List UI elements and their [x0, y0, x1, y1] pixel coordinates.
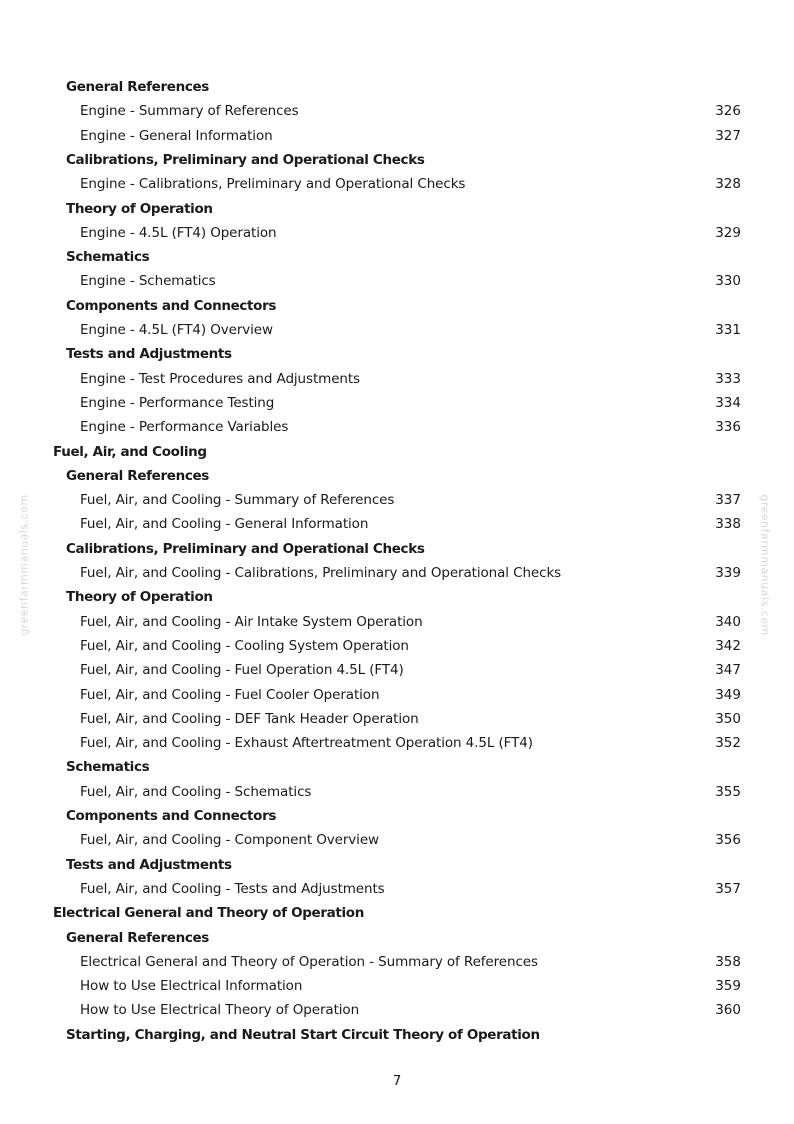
toc-entry-title: Engine - Schematics	[80, 273, 216, 290]
toc-entry-title: Electrical General and Theory of Operation - Summary of References	[80, 953, 538, 970]
toc-entry[interactable]	[0, 684, 794, 706]
toc-entry-title: Calibrations, Preliminary and Operational Checks	[66, 540, 425, 557]
toc-entry-page: 334	[715, 394, 741, 411]
toc-entry-title: Engine - Summary of References	[80, 103, 299, 120]
toc-entry[interactable]	[0, 392, 794, 414]
toc-heading	[0, 805, 794, 827]
toc-entry-page: 360	[715, 1002, 741, 1019]
toc-entry-title: Fuel, Air, and Cooling - Fuel Operation 4.5L (FT4)	[80, 662, 404, 679]
toc-entry-title: Theory of Operation	[66, 589, 213, 606]
toc-entry-page: 336	[715, 419, 741, 436]
toc-heading	[0, 441, 794, 463]
toc-entry-title: Fuel, Air, and Cooling - Air Intake System Operation	[80, 613, 423, 630]
toc-entry[interactable]	[0, 125, 794, 147]
toc-heading	[0, 927, 794, 949]
toc-entry[interactable]	[0, 562, 794, 584]
toc-entry-title: Engine - General Information	[80, 127, 273, 144]
toc-entry-page: 326	[715, 103, 741, 120]
toc-entry-title: Schematics	[66, 759, 150, 776]
watermark-left: greenfarmmanuals.com	[17, 494, 31, 636]
toc-heading	[0, 295, 794, 317]
toc-entry[interactable]	[0, 829, 794, 851]
toc-entry-page: 327	[715, 127, 741, 144]
toc-entry-title: Fuel, Air, and Cooling - Component Overview	[80, 832, 379, 849]
toc-entry[interactable]	[0, 368, 794, 390]
toc-entry-title: Calibrations, Preliminary and Operational Checks	[66, 151, 425, 168]
page-number: 7	[392, 1073, 402, 1089]
toc-entry[interactable]	[0, 270, 794, 292]
toc-entry-title: Fuel, Air, and Cooling - Fuel Cooler Operation	[80, 686, 380, 703]
toc-entry-title: General References	[66, 79, 209, 95]
toc-entry[interactable]	[0, 100, 794, 122]
toc-entry[interactable]	[0, 708, 794, 730]
toc-entry-page: 352	[715, 735, 741, 752]
toc-entry-title: Engine - 4.5L (FT4) Operation	[80, 224, 277, 241]
toc-entry-title: Components and Connectors	[66, 808, 277, 824]
toc-entry-page: 357	[715, 880, 741, 897]
toc-entry-title: Electrical General and Theory of Operation	[53, 905, 364, 922]
toc-entry-title: Fuel, Air, and Cooling - Cooling System Operation	[80, 637, 409, 654]
toc-heading	[0, 465, 794, 487]
toc-entry-page: 347	[715, 662, 741, 679]
toc-entry-title: How to Use Electrical Theory of Operation	[80, 1002, 360, 1019]
toc-entry-page: 330	[715, 273, 741, 290]
toc-entry-page: 333	[715, 370, 741, 387]
toc-entry-page: 349	[715, 686, 741, 703]
toc-heading	[0, 76, 794, 98]
toc-entry-title: Fuel, Air, and Cooling - Summary of References	[80, 492, 395, 509]
toc-entry-page: 342	[715, 637, 741, 654]
toc-entry-page: 359	[715, 978, 741, 995]
toc-entry[interactable]	[0, 975, 794, 997]
toc-heading	[0, 902, 794, 924]
toc-entry[interactable]	[0, 781, 794, 803]
toc-entry-title: Engine - Performance Testing	[80, 394, 275, 411]
toc-entry[interactable]	[0, 319, 794, 341]
toc-entry[interactable]	[0, 732, 794, 754]
toc-entry-page: 350	[715, 710, 741, 727]
toc-entry-page: 340	[715, 613, 741, 630]
toc-entry-title: Fuel, Air, and Cooling - Schematics	[80, 783, 312, 800]
toc-heading	[0, 246, 794, 268]
toc-heading	[0, 538, 794, 560]
toc-heading	[0, 756, 794, 778]
toc-entry-title: Theory of Operation	[66, 200, 213, 217]
toc-entry-title: Starting, Charging, and Neutral Start Circuit Theory of Operation	[66, 1026, 540, 1043]
toc-entry-title: Components and Connectors	[66, 297, 277, 314]
toc-entry[interactable]	[0, 635, 794, 657]
toc-entry-title: Fuel, Air, and Cooling - Calibrations, Preliminary and Operational Checks	[80, 565, 562, 581]
toc-entry-page: 358	[715, 953, 741, 970]
toc-entry-title: Engine - Performance Variables	[80, 419, 289, 436]
toc-entry-page: 338	[715, 516, 741, 533]
toc-entry-title: Fuel, Air, and Cooling - Tests and Adjustments	[80, 880, 385, 897]
toc-entry-title: Tests and Adjustments	[66, 856, 232, 873]
toc-entry[interactable]	[0, 878, 794, 900]
toc-entry-page: 339	[715, 565, 741, 581]
toc-entry-title: How to Use Electrical Information	[80, 978, 303, 995]
toc-entry-page: 356	[715, 832, 741, 849]
watermark-right: greenfarmmanuals.com	[758, 494, 772, 636]
toc-entry-title: Engine - 4.5L (FT4) Overview	[80, 322, 273, 338]
toc-heading	[0, 854, 794, 876]
toc-heading	[0, 343, 794, 365]
toc-entry-title: General References	[66, 467, 209, 484]
toc-entry[interactable]	[0, 999, 794, 1021]
toc-entry-title: Tests and Adjustments	[66, 346, 232, 363]
toc-entry[interactable]	[0, 173, 794, 195]
toc-entry-title: Engine - Calibrations, Preliminary and Operational Checks	[80, 176, 466, 193]
toc-entry-title: Engine - Test Procedures and Adjustments	[80, 370, 360, 387]
toc-entry-page: 337	[715, 492, 741, 509]
toc-entry-title: Fuel, Air, and Cooling - Exhaust Aftertreatment Operation 4.5L (FT4)	[80, 735, 533, 752]
toc-entry-page: 329	[715, 224, 741, 241]
toc-entry-title: Fuel, Air, and Cooling	[53, 443, 207, 460]
toc-heading	[0, 198, 794, 220]
toc-heading	[0, 149, 794, 171]
toc-entry-page: 355	[715, 783, 741, 800]
toc-entry-page: 328	[715, 176, 741, 193]
toc-entry-title: Schematics	[66, 249, 150, 266]
toc-entry[interactable]	[0, 416, 794, 438]
toc-entry-page: 331	[715, 322, 741, 338]
toc-heading	[0, 1024, 794, 1046]
toc-entry[interactable]	[0, 222, 794, 244]
toc-entry-title: General References	[66, 929, 209, 946]
toc-entry[interactable]	[0, 513, 794, 535]
toc-entry[interactable]	[0, 489, 794, 511]
toc-entry[interactable]	[0, 659, 794, 681]
toc-heading	[0, 586, 794, 608]
toc-entry-title: Fuel, Air, and Cooling - General Information	[80, 516, 369, 533]
toc-entry-title: Fuel, Air, and Cooling - DEF Tank Header Operation	[80, 710, 419, 727]
toc-entry[interactable]	[0, 951, 794, 973]
toc-entry[interactable]	[0, 611, 794, 633]
